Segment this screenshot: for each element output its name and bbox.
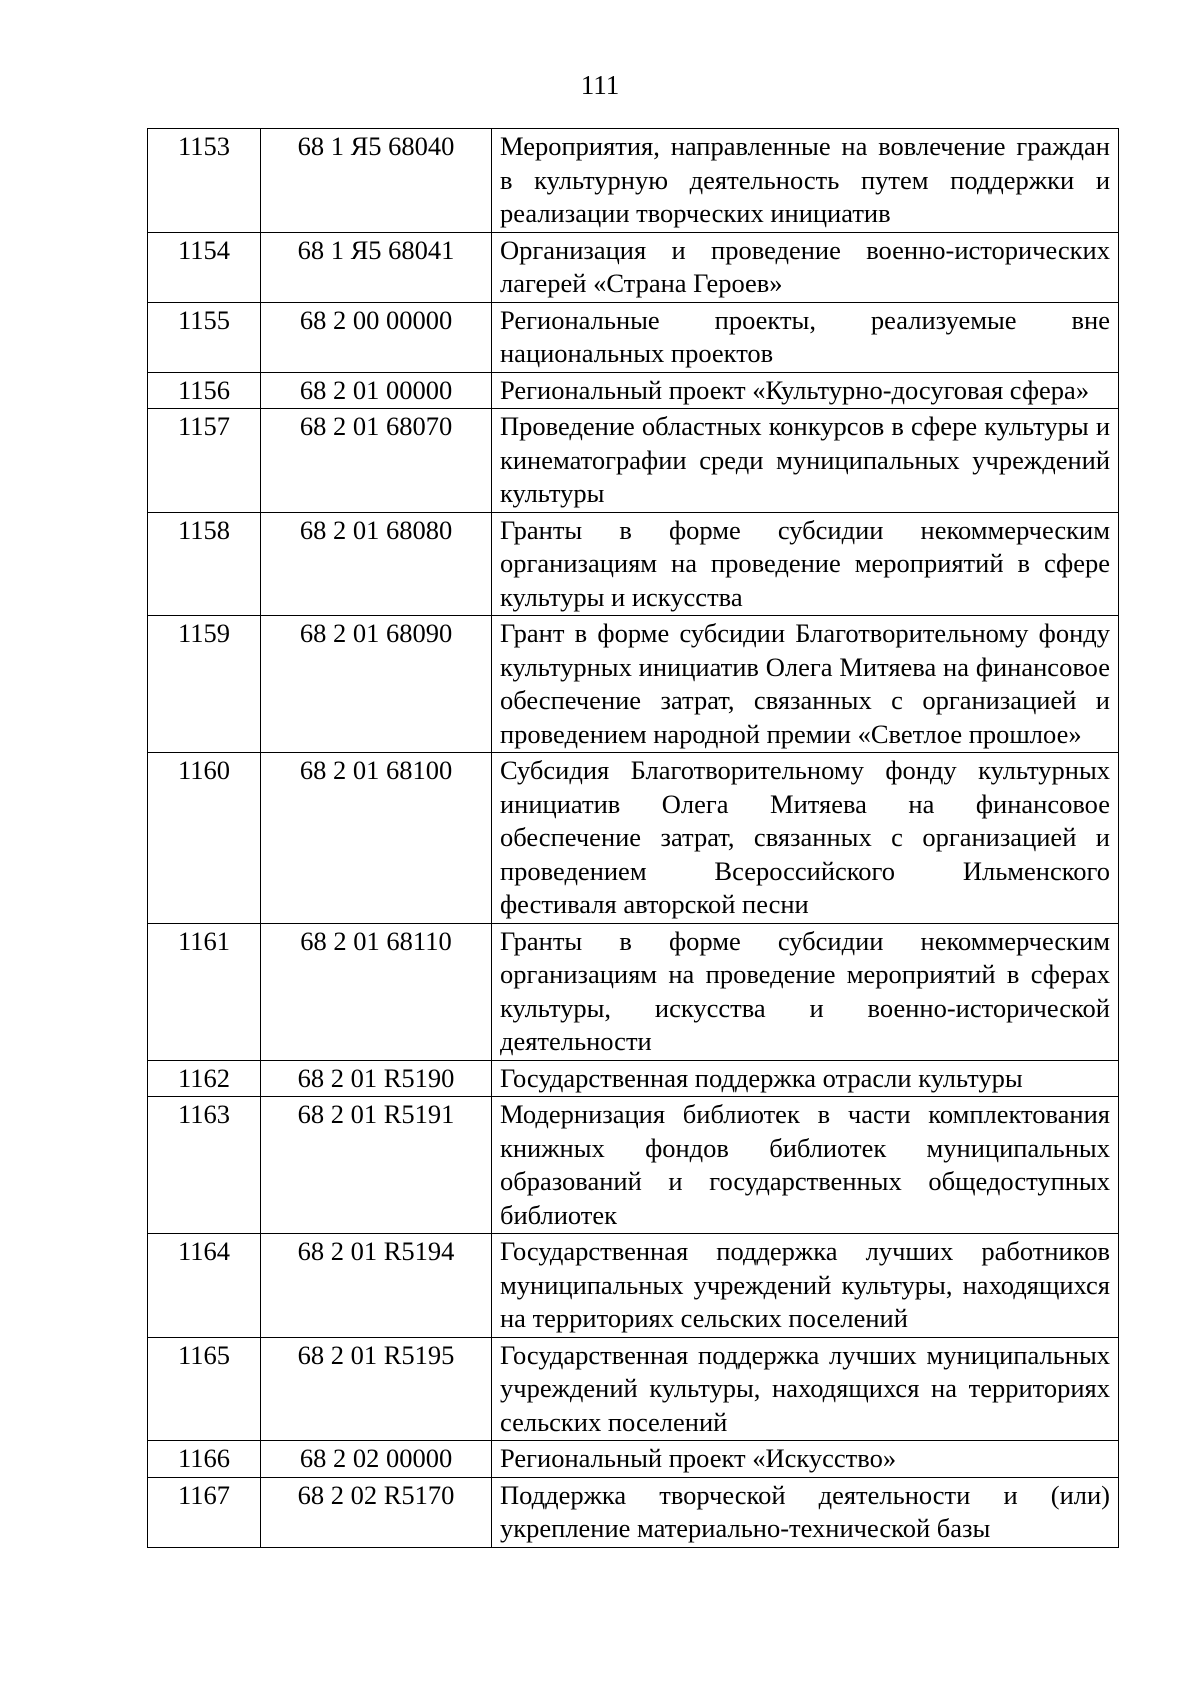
row-description: Региональный проект «Культурно-досуговая сфера» bbox=[492, 372, 1119, 409]
row-description: Региональный проект «Искусство» bbox=[492, 1441, 1119, 1478]
table-row bbox=[148, 923, 1119, 1060]
row-number: 1159 bbox=[148, 616, 261, 753]
row-description: Государственная поддержка лучших муниципальных учреждений культуры, находящихся на территориях сельских поселений bbox=[492, 1337, 1119, 1441]
classification-code: 68 2 02 00000 bbox=[261, 1441, 492, 1478]
table-row bbox=[148, 512, 1119, 616]
table-row bbox=[148, 302, 1119, 372]
row-number: 1163 bbox=[148, 1097, 261, 1234]
table-row bbox=[148, 1441, 1119, 1478]
classification-code: 68 2 01 R5191 bbox=[261, 1097, 492, 1234]
page-number: 111 bbox=[580, 70, 620, 100]
table-row bbox=[148, 1337, 1119, 1441]
row-description: Поддержка творческой деятельности и (или) укрепление материально-технической базы bbox=[492, 1477, 1119, 1547]
classification-code: 68 2 00 00000 bbox=[261, 302, 492, 372]
row-description: Модернизация библиотек в части комплектования книжных фондов библиотек муниципальных образований и государственных общедоступных библиотек bbox=[492, 1097, 1119, 1234]
row-description: Организация и проведение военно-исторических лагерей «Страна Героев» bbox=[492, 232, 1119, 302]
table-row bbox=[148, 232, 1119, 302]
row-description: Проведение областных конкурсов в сфере культуры и кинематографии среди муниципальных учреждений культуры bbox=[492, 409, 1119, 513]
classification-code: 68 2 01 68110 bbox=[261, 923, 492, 1060]
row-number: 1157 bbox=[148, 409, 261, 513]
row-number: 1162 bbox=[148, 1060, 261, 1097]
row-description: Региональные проекты, реализуемые вне национальных проектов bbox=[492, 302, 1119, 372]
table-row bbox=[148, 1097, 1119, 1234]
table-row bbox=[148, 1234, 1119, 1338]
row-number: 1167 bbox=[148, 1477, 261, 1547]
classification-code: 68 2 01 68090 bbox=[261, 616, 492, 753]
table-row bbox=[148, 1477, 1119, 1547]
table-row bbox=[148, 129, 1119, 233]
row-number: 1156 bbox=[148, 372, 261, 409]
table-row bbox=[148, 372, 1119, 409]
row-number: 1165 bbox=[148, 1337, 261, 1441]
classification-code: 68 2 01 68080 bbox=[261, 512, 492, 616]
row-number: 1154 bbox=[148, 232, 261, 302]
row-description: Гранты в форме субсидии некоммерческим организациям на проведение мероприятий в сферах культуры, искусства и военно-исторической деятельности bbox=[492, 923, 1119, 1060]
classification-code: 68 1 Я5 68040 bbox=[261, 129, 492, 233]
row-number: 1160 bbox=[148, 753, 261, 924]
row-number: 1153 bbox=[148, 129, 261, 233]
row-description: Субсидия Благотворительному фонду культурных инициатив Олега Митяева на финансовое обеспечение затрат, связанных с организацией и проведением Всероссийского Ильменского фестиваля авторской песни bbox=[492, 753, 1119, 924]
table-row bbox=[148, 1060, 1119, 1097]
budget-classification-table bbox=[147, 128, 1119, 1548]
row-number: 1164 bbox=[148, 1234, 261, 1338]
table-row bbox=[148, 409, 1119, 513]
row-number: 1158 bbox=[148, 512, 261, 616]
classification-code: 68 2 01 68070 bbox=[261, 409, 492, 513]
row-description: Гранты в форме субсидии некоммерческим организациям на проведение мероприятий в сфере культуры и искусства bbox=[492, 512, 1119, 616]
row-description: Государственная поддержка лучших работников муниципальных учреждений культуры, находящихся на территориях сельских поселений bbox=[492, 1234, 1119, 1338]
classification-code: 68 2 01 R5190 bbox=[261, 1060, 492, 1097]
row-number: 1161 bbox=[148, 923, 261, 1060]
table-row bbox=[148, 616, 1119, 753]
row-number: 1166 bbox=[148, 1441, 261, 1478]
classification-code: 68 1 Я5 68041 bbox=[261, 232, 492, 302]
classification-code: 68 2 01 00000 bbox=[261, 372, 492, 409]
table-row bbox=[148, 753, 1119, 924]
row-description: Грант в форме субсидии Благотворительному фонду культурных инициатив Олега Митяева на финансовое обеспечение затрат, связанных с организацией и проведением народной премии «Светлое прошлое» bbox=[492, 616, 1119, 753]
classification-code: 68 2 02 R5170 bbox=[261, 1477, 492, 1547]
classification-code: 68 2 01 R5195 bbox=[261, 1337, 492, 1441]
row-description: Государственная поддержка отрасли культуры bbox=[492, 1060, 1119, 1097]
classification-code: 68 2 01 68100 bbox=[261, 753, 492, 924]
classification-code: 68 2 01 R5194 bbox=[261, 1234, 492, 1338]
row-number: 1155 bbox=[148, 302, 261, 372]
row-description: Мероприятия, направленные на вовлечение граждан в культурную деятельность путем поддержки и реализации творческих инициатив bbox=[492, 129, 1119, 233]
